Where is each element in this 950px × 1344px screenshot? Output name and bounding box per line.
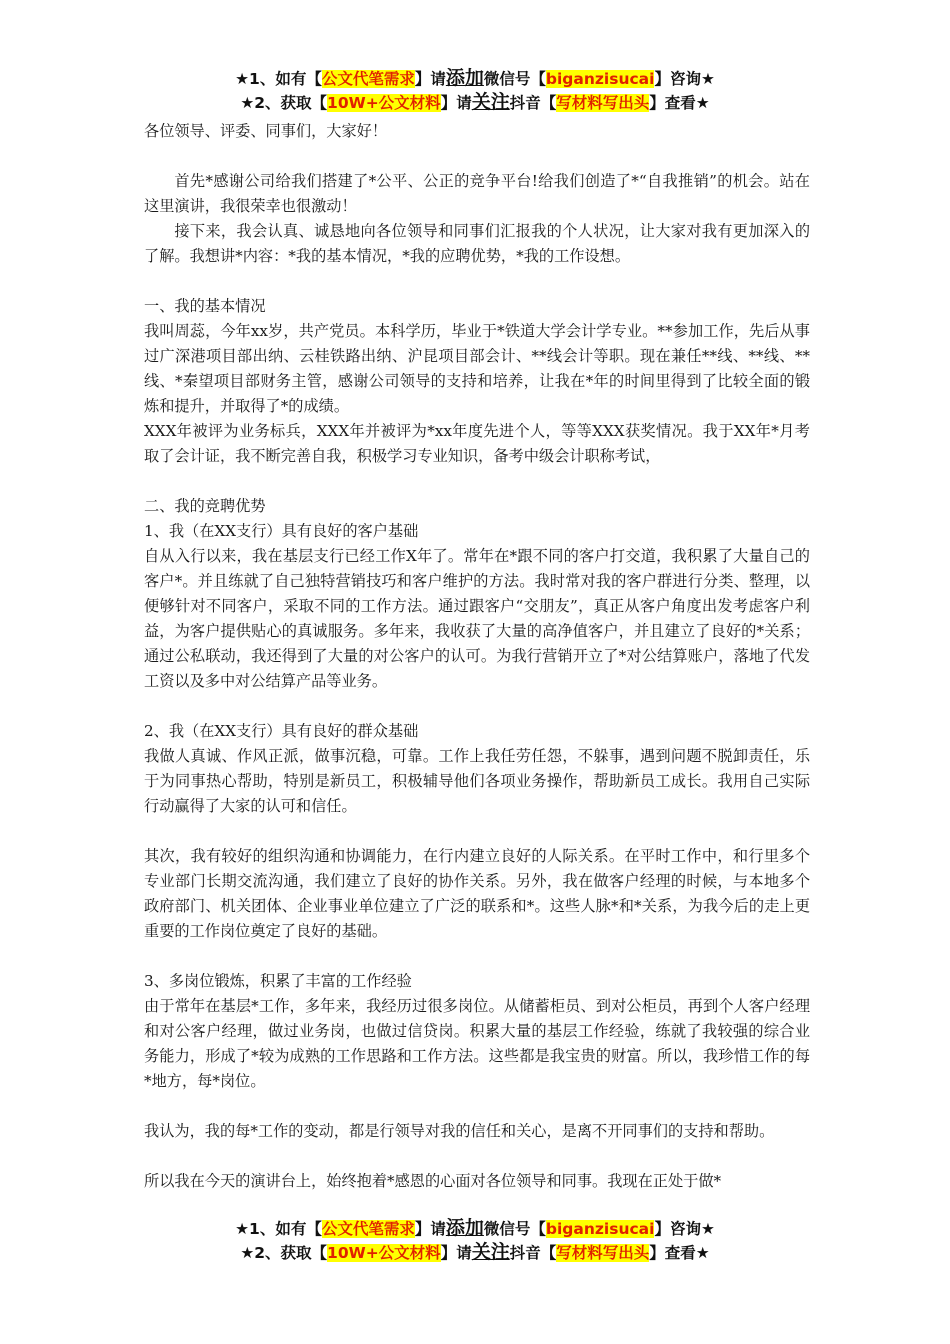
highlight-service: 公文代笔需求 — [321, 1220, 415, 1238]
banner-line-1 — [0, 66, 950, 90]
banner-text: 】咨询★ — [654, 1220, 715, 1238]
spacer — [144, 269, 810, 294]
paragraph: XXX年被评为业务标兵，XXX年并被评为*xx年度先进个人，等等XXX获奖情况。我于XX年*月考取了会计证，我不断完善自我，积极学习专业知识，备考中级会计职称考试， — [144, 422, 810, 465]
spacer — [144, 1094, 810, 1119]
section-heading: 一、我的基本情况 — [144, 297, 266, 315]
subsection-heading: 2、我（在XX支行）具有良好的群众基础 — [144, 722, 419, 740]
spacer — [144, 469, 810, 494]
bottom-banner — [0, 1216, 950, 1264]
banner-line-2 — [0, 90, 950, 114]
section-heading: 二、我的竞聘优势 — [144, 497, 266, 515]
document-body — [144, 119, 810, 1194]
spacer — [144, 944, 810, 969]
banner-emphasis: 关注 — [471, 91, 510, 113]
paragraph: 我做人真诚、作风正派，做事沉稳，可靠。工作上我任劳任怨，不躲事，遇到问题不脱卸责任，乐于为同事热心帮助，特别是新员工，积极辅导他们各项业务操作，帮助新员工成长。我用自己实际行动赢得了大家的认可和信任。 — [144, 747, 810, 815]
top-banner — [0, 66, 950, 114]
banner-text: 微信号【 — [483, 70, 546, 88]
paragraph: 我叫周蕊，今年xx岁，共产党员。本科学历，毕业于*铁道大学会计学专业。**参加工作，先后从事过广深港项目部出纳、云桂铁路出纳、沪昆项目部会计、**线会计等职。现在兼任**线、**线、**线、*秦望项目部财务主管，感谢公司领导的支持和培养，让我在*年的时间里得到了比较全面的锻炼和提升，并取得了*的成绩。 — [144, 322, 810, 415]
banner-line-2 — [0, 1240, 950, 1264]
spacer — [144, 819, 810, 844]
banner-text: 】查看★ — [649, 1244, 710, 1262]
paragraph: 由于常年在基层*工作，多年来，我经历过很多岗位。从储蓄柜员、到对公柜员，再到个人客户经理和对公客户经理，做过业务岗，也做过信贷岗。积累大量的基层工作经验，练就了我较强的综合业务能力，形成了*较为成熟的工作思路和工作方法。这些都是我宝贵的财富。所以，我珍惜工作的每*地方，每*岗位。 — [144, 997, 810, 1090]
paragraph: 自从入行以来，我在基层支行已经工作X年了。常年在*跟不同的客户打交道，我积累了大量自己的客户*。并且练就了自己独特营销技巧和客户维护的方法。我时常对我的客户群进行分类、整理，以便够针对不同客户，采取不同的工作方法。通过跟客户“交朋友”，真正从客户角度出发考虑客户利益，为客户提供贴心的真诚服务。多年来，我收获了大量的高净值客户，并且建立了良好的*关系；通过公私联动，我还得到了大量的对公客户的认可。为我行营销开立了*对公结算账户，落地了代发工资以及多中对公结算产品等业务。 — [144, 547, 810, 690]
banner-text: ★2、获取【 — [240, 1244, 328, 1262]
spacer — [144, 144, 810, 169]
banner-text: 抖音【 — [509, 94, 557, 112]
banner-emphasis: 添加 — [445, 67, 484, 89]
banner-text: 】请 — [414, 1220, 446, 1238]
banner-text: 】请 — [414, 70, 446, 88]
highlight-douyin-id: 写材料写出头 — [556, 94, 650, 112]
banner-text: 】请 — [440, 1244, 472, 1262]
paragraph: 其次，我有较好的组织沟通和协调能力，在行内建立良好的人际关系。在平时工作中，和行里多个专业部门长期交流沟通，我们建立了良好的协作关系。另外，我在做客户经理的时候，与本地多个政府部门、机关团体、企业事业单位建立了广泛的联系和*。这些人脉*和*关系，为我今后的走上更重要的工作岗位奠定了良好的基础。 — [144, 847, 810, 940]
banner-text: 微信号【 — [483, 1220, 546, 1238]
spacer — [144, 1144, 810, 1169]
banner-text: ★1、如有【 — [235, 1220, 322, 1238]
paragraph: 接下来，我会认真、诚恳地向各位领导和同事们汇报我的个人状况，让大家对我有更加深入的了解。我想讲*内容：*我的基本情况，*我的应聘优势，*我的工作设想。 — [144, 222, 810, 265]
greeting: 各位领导、评委、同事们，大家好！ — [144, 122, 387, 140]
highlight-wechat-id: biganzisucai — [545, 1220, 655, 1238]
subsection-heading: 3、多岗位锻炼，积累了丰富的工作经验 — [144, 972, 412, 990]
paragraph: 所以我在今天的演讲台上，始终抱着*感恩的心面对各位领导和同事。我现在正处于做* — [144, 1172, 722, 1190]
highlight-service: 公文代笔需求 — [321, 70, 415, 88]
highlight-wechat-id: biganzisucai — [545, 70, 655, 88]
paragraph: 首先*感谢公司给我们搭建了*公平、公正的竞争平台!给我们创造了*“自我推销”的机会。站在这里演讲，我很荣幸也很激动！ — [144, 172, 810, 215]
highlight-materials: 10W+公文材料 — [327, 94, 441, 112]
banner-text: 】请 — [440, 94, 472, 112]
banner-emphasis: 添加 — [445, 1217, 484, 1239]
highlight-douyin-id: 写材料写出头 — [556, 1244, 650, 1262]
banner-text: 】咨询★ — [654, 70, 715, 88]
spacer — [144, 694, 810, 719]
highlight-materials: 10W+公文材料 — [327, 1244, 441, 1262]
paragraph: 我认为，我的每*工作的变动，都是行领导对我的信任和关心，是离不开同事们的支持和帮助。 — [144, 1122, 775, 1140]
subsection-heading: 1、我（在XX支行）具有良好的客户基础 — [144, 522, 419, 540]
banner-line-1 — [0, 1216, 950, 1240]
banner-text: ★1、如有【 — [235, 70, 322, 88]
banner-emphasis: 关注 — [471, 1241, 510, 1263]
banner-text: 】查看★ — [649, 94, 710, 112]
banner-text: ★2、获取【 — [240, 94, 328, 112]
banner-text: 抖音【 — [509, 1244, 557, 1262]
